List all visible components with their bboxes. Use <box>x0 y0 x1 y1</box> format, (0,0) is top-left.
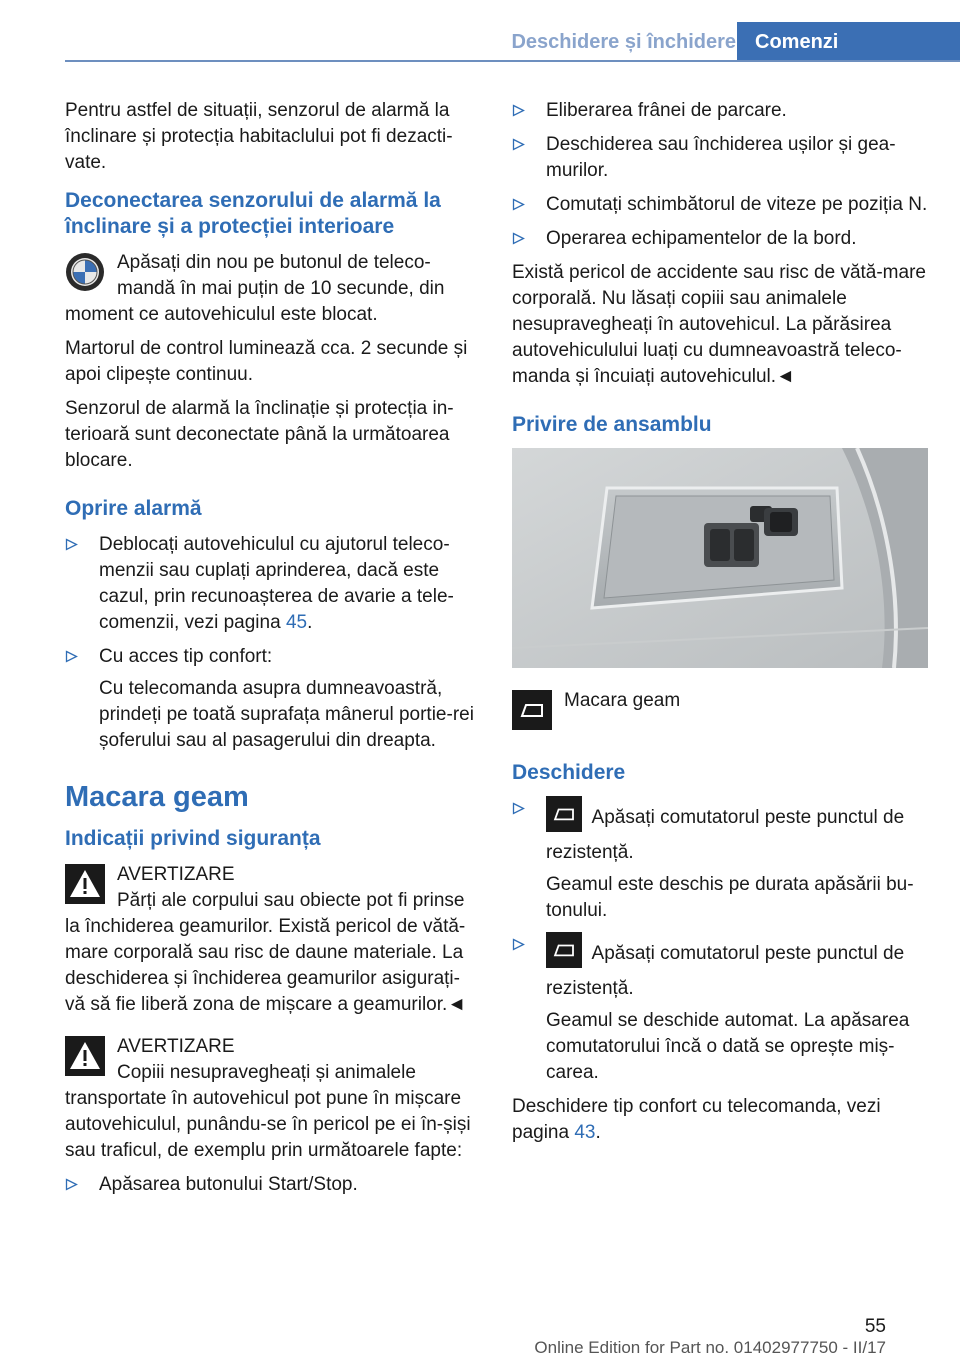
list-item <box>512 132 928 184</box>
triangle-bullet-icon <box>512 802 525 815</box>
warning-triangle-icon <box>65 864 105 912</box>
page-link-43[interactable]: 43 <box>574 1122 596 1143</box>
heading-deconectare: Deconectarea senzorului de alarmă la înclinare și a protecției interioare <box>65 189 441 238</box>
heading-privire-ansamblu: Privire de ansamblu <box>512 413 712 436</box>
page-header <box>0 0 960 62</box>
triangle-bullet-icon <box>512 232 525 245</box>
fapte-item-3: Deschiderea sau închiderea ușilor și gea‐murilor. <box>546 134 896 181</box>
warning-triangle-icon <box>65 1036 105 1084</box>
header-rule <box>65 60 960 62</box>
triangle-bullet-icon <box>512 104 525 117</box>
heading-deschidere: Deschidere <box>512 761 626 784</box>
confort-paragraph: Deschidere tip confort cu telecomanda, vezi pagina <box>512 1096 881 1143</box>
window-switch-photo <box>512 448 928 668</box>
deschidere-item-2: Apăsați comutatorul peste punctul de rezistență. <box>546 943 905 999</box>
triangle-bullet-icon <box>65 1178 78 1191</box>
car-key-icon <box>65 252 105 300</box>
macara-geam-label: Macara geam <box>564 690 681 711</box>
warning-1-title: AVERTIZARE <box>117 864 235 885</box>
oprire-item-2: Cu acces tip confort: <box>99 646 273 667</box>
pericol-paragraph: Există pericol de accidente sau risc de vătă‐mare corporală. Nu lăsați copiii sau animalele nesupravegheați în autovehicul. La părăsirea autovehiculului luați cu dumneavoastră teleco‐manda și încuiați autovehiculul.◄ <box>512 262 926 387</box>
header-tab: Comenzi <box>737 22 960 62</box>
deschidere-item-1-sub: Geamul este deschis pe durata apăsării bu‐tonului. <box>546 874 914 921</box>
list-item <box>512 932 928 1086</box>
fapte-item-1: Apăsarea butonului Start/Stop. <box>99 1174 358 1195</box>
apasati-text: Apăsați din nou pe butonul de teleco‐mandă în mai puțin de 10 secunde, din moment ce autovehiculul este blocat. <box>65 252 445 325</box>
list-item <box>512 226 928 252</box>
right-column: Eliberarea frânei de parcare. Deschiderea sau închiderea ușilor și gea‐murilor. Comutați schimbătorul de viteze pe poziția N. Operarea echipamentelor de la bord. Există pericol de accidente sau risc de vătă‐mare corporală. Nu lăsați copiii sau animalele nesupravegheați în autovehicul. La părăsirea autovehiculului luați cu dumneavoastră teleco‐manda și încuiați autovehiculul.◄ Privire de ansamblu Macara geam Deschidere Apăsați comutatorul peste punctul de rezistență. Geamul este deschis pe durata apăsării bu‐tonului. Apăsați comutatorul peste punctul de rezistență. Geamul se deschide automat. La apăsarea comutatorului încă o dată se oprește miș‐carea. Deschidere tip confort cu telecomanda, vezi pagina 43. <box>512 100 928 1143</box>
page-number: 55 <box>864 1316 886 1337</box>
oprire-item-2-sub: Cu telecomanda asupra dumneavoastră, prindeți pe toată suprafața mânerul portie‐rei șoferului sau al pasagerului din dreapta. <box>99 678 474 751</box>
heading-oprire-alarma: Oprire alarmă <box>65 497 202 520</box>
fapte-list-left <box>65 1172 480 1198</box>
list-item: Deblocați autovehiculul cu ajutorul teleco‐menzii sau cuplați aprinderea, dacă este cazul, prin recunoașterea de avarie a tele‐comenzii, vezi pagina 45. <box>65 532 480 636</box>
page-link-45[interactable]: 45 <box>285 612 308 633</box>
triangle-bullet-icon <box>65 650 78 663</box>
fapte-list-right <box>512 98 928 252</box>
list-item <box>65 1172 480 1198</box>
deschidere-item-1: Apăsați comutatorul peste punctul de rezistență. <box>546 807 905 863</box>
triangle-bullet-icon <box>512 938 525 951</box>
triangle-bullet-icon <box>65 538 78 551</box>
fapte-item-2: Eliberarea frânei de parcare. <box>546 100 787 121</box>
warning-1-text: Părți ale corpului sau obiecte pot fi prinse la închiderea geamurilor. Există pericol de vătă‐mare corporală sau risc de daune materiale. La deschiderea și închiderea geamurilor asigurați-vă să fie liberă zona de mișcare a geamurilor.◄ <box>65 890 467 1015</box>
warning-2-text: Copiii nesupravegheați și animalele transportate în autovehicul pot pune în mișcare autovehiculul, punându-se în pericol pe ei în‐șiși sau traficul, de exemplu prin următoarele fapte: <box>65 1062 471 1161</box>
deschidere-item-2-sub: Geamul se deschide automat. La apăsarea comutatorului încă o dată se oprește miș‐carea. <box>546 1010 910 1083</box>
list-item <box>512 98 928 124</box>
martorul-paragraph: Martorul de control luminează cca. 2 secunde și apoi clipește continuu. <box>65 338 468 385</box>
macara-geam-legend <box>512 688 928 738</box>
warning-block-2 <box>65 1034 480 1164</box>
window-switch-icon <box>546 932 582 976</box>
deschidere-list <box>512 796 928 1086</box>
triangle-bullet-icon <box>512 198 525 211</box>
senzorul-paragraph: Senzorul de alarmă la înclinație și protecția in‐terioară sunt deconectate până la următoarea blocare. <box>65 398 454 471</box>
fapte-item-5: Operarea echipamentelor de la bord. <box>546 228 857 249</box>
page-footer <box>0 1300 960 1362</box>
warning-block-1 <box>65 862 480 1018</box>
edition-note: Online Edition for Part no. 01402977750 - II/17 <box>534 1338 886 1357</box>
key-instruction <box>65 250 480 328</box>
list-item <box>65 644 480 754</box>
left-column <box>65 98 480 1206</box>
window-switch-icon <box>512 690 552 738</box>
intro-paragraph: Pentru astfel de situații, senzorul de alarmă la înclinare și protecția habitaclului pot fi dezacti‐vate. <box>65 100 453 173</box>
heading-indicatii: Indicații privind siguranța <box>65 827 321 850</box>
header-section-title: Deschidere și închidere <box>511 31 736 53</box>
list-item <box>512 796 928 924</box>
heading-macara-geam: Macara geam <box>65 781 249 813</box>
oprire-item-1: Deblocați autovehiculul cu ajutorul teleco‐menzii sau cuplați aprinderea, dacă este cazul, prin recunoașterea de avarie a tele‐comenzii, vezi pagina <box>99 534 454 633</box>
window-switch-icon <box>546 796 582 840</box>
triangle-bullet-icon <box>512 138 525 151</box>
fapte-item-4: Comutați schimbătorul de viteze pe poziția N. <box>546 194 928 215</box>
oprire-list <box>65 532 480 754</box>
warning-2-title: AVERTIZARE <box>117 1036 235 1057</box>
list-item <box>512 192 928 218</box>
